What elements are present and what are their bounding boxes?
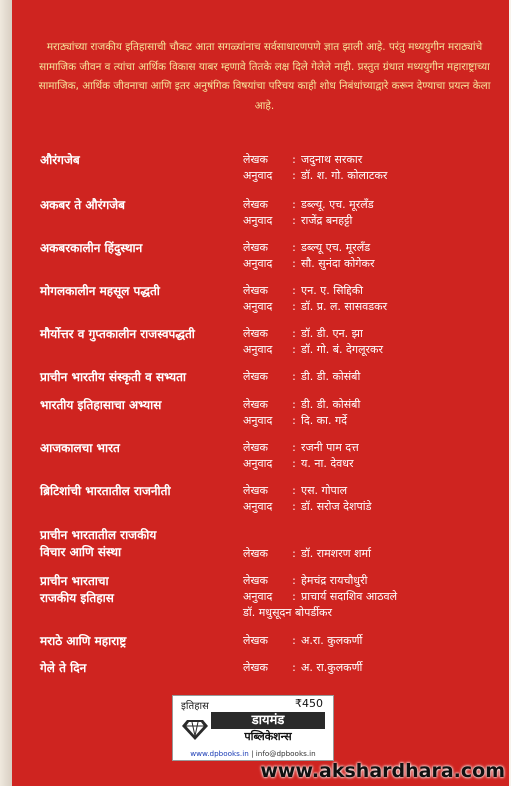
credit-line: अनुवाद : प्राचार्य सदाशिव आठवले (243, 590, 398, 603)
credit-name: हेमचंद्र रायचौधुरी (301, 574, 368, 587)
book-title: आजकालचा भारत (40, 441, 120, 455)
publisher-logo (181, 714, 325, 744)
credit-name: एस. गोपाल (301, 484, 348, 497)
book-title: गेले ते दिन (40, 661, 87, 675)
credit-name: सौ. सुनंदा कोगेकर (301, 257, 375, 270)
credit-name: दि. का. गर्दे (301, 414, 348, 427)
book-title-line: प्राचीन भारताचा (40, 574, 109, 588)
book-title: मराठे आणि महाराष्ट्र (40, 634, 127, 648)
email-text: info@dpbooks.in (255, 749, 316, 758)
book-title: औरंगजेब (40, 153, 80, 167)
credit-line: अनुवाद : सौ. सुनंदा कोगेकर (243, 257, 375, 270)
credit-line: अनुवाद : डॉ. गो. बं. देगलूरकर (243, 343, 383, 356)
credit-line: लेखक : डॉ. डी. एन. झा (243, 327, 363, 340)
credit-line: लेखक : डी. डी. कोसंबी (243, 370, 361, 383)
credit-name: डी. डी. कोसंबी (301, 370, 361, 383)
credit-name: य. ना. देवधर (301, 457, 354, 470)
book-title: प्राचीन भारतीय संस्कृती व सभ्यता (40, 370, 187, 384)
credit-line: लेखक : अ. रा.कुलकर्णी (243, 661, 363, 674)
credit-name: डॉ. गो. बं. देगलूरकर (301, 343, 383, 356)
credit-line: लेखक : अ.रा. कुलकर्णी (243, 634, 363, 647)
book-title: ब्रिटिशांची भारतातील राजनीती (40, 484, 171, 498)
credit-name: प्राचार्य सदाशिव आठवले (301, 590, 398, 603)
book-title-line: प्राचीन भारतातील राजकीय (40, 528, 157, 542)
credit-name: डी. डी. कोसंबी (301, 398, 361, 411)
book-title: अकबर ते औरंगजेब (40, 198, 126, 212)
credit-name: डॉ. श. गो. कोलाटकर (301, 169, 388, 182)
credit-line: अनुवाद : डॉ. श. गो. कोलाटकर (243, 169, 388, 182)
publisher-box (172, 695, 334, 761)
book-title: मौर्योत्तर व गुप्तकालीन राजस्वपद्धती (40, 327, 195, 341)
credit-name: एन. ए. सिद्दिकी (301, 284, 364, 297)
credit-name: डॉ. सरोज देशपांडे (301, 500, 372, 513)
credit-line: अनुवाद : दि. का. गर्दे (243, 414, 348, 427)
intro-paragraph: मराठ्यांच्या राजकीय इतिहासाची चौकट आता सगळ्यांनाच सर्वसाधारणपणे ज्ञात झाली आहे. परंतु मध्ययुगीन मराठ्यांचे सामाजिक जीवन व त्यांचा आर्थिक विकास याबर म्हणावे तितके लक्ष दिले गेलेले नाही. प्रस्तुत ग्रंथात मध्ययुगीन महाराष्ट्राच्या सामाजिक, आर्थिक जीवनाचा आणि इतर अनुषंगिक विषयांचा परिचय काही शोध निबंधांच्याद्वारे करून देण्याचा प्रयत्न केला आहे. (38, 41, 491, 112)
website-link[interactable]: www.dpbooks.in (190, 749, 249, 758)
credit-line: अनुवाद : डॉ. सरोज देशपांडे (243, 500, 372, 513)
credit-name: राजेंद्र बनहट्टी (301, 214, 353, 227)
credit-name: डब्ल्यू एच. मूरलँड (301, 241, 371, 254)
page-edge (0, 0, 12, 786)
credit-name: डॉ. डी. एन. झा (301, 327, 363, 340)
contact-separator: | (251, 749, 254, 758)
credit-name: डॉ. रामशरण शर्मा (301, 547, 371, 560)
credit-name: अ. रा.कुलकर्णी (301, 661, 363, 674)
contact-line (173, 749, 333, 758)
price-label: ₹450 (295, 697, 323, 710)
genre-label: इतिहास (181, 701, 209, 712)
book-title: भारतीय इतिहासाचा अभ्यास (40, 398, 162, 412)
publisher-name: डायमंड (211, 712, 325, 729)
credit-line: अनुवाद : य. ना. देवधर (243, 457, 354, 470)
credit-name: डब्ल्यू. एच. मूरलँड (301, 198, 374, 211)
credit-line: अनुवाद : डॉ. प्र. ल. सासवडकर (243, 300, 388, 313)
credit-line: लेखक : हेमचंद्र रायचौधुरी (243, 574, 368, 587)
credit-line: लेखक : डॉ. रामशरण शर्मा (243, 547, 371, 560)
credit-line: लेखक : रजनी पाम दत्त (243, 441, 359, 454)
book-title-line: विचार आणि संस्था (40, 545, 122, 559)
credit-line (243, 605, 332, 621)
credit-line: लेखक : एन. ए. सिद्दिकी (243, 284, 364, 297)
credit-line: लेखक : डब्ल्यू. एच. मूरलँड (243, 198, 374, 211)
credit-name: अ.रा. कुलकर्णी (301, 634, 363, 647)
credit-line: लेखक : डब्ल्यू एच. मूरलँड (243, 241, 371, 254)
credit-name: डॉ. मधुसूदन बोपर्डीकर (243, 606, 333, 619)
back-cover (12, 0, 509, 786)
credit-line: अनुवाद : राजेंद्र बनहट्टी (243, 214, 353, 227)
credit-name: जदुनाथ सरकार (301, 153, 363, 166)
book-title: अकबरकालीन हिंदुस्थान (40, 241, 143, 255)
credit-line: लेखक : एस. गोपाल (243, 484, 348, 497)
credit-line: लेखक : जदुनाथ सरकार (243, 153, 363, 166)
credit-line: लेखक : डी. डी. कोसंबी (243, 398, 361, 411)
credit-name: डॉ. प्र. ल. सासवडकर (301, 300, 388, 313)
watermark-text: www.akshardhara.com (260, 760, 505, 782)
book-title-line: राजकीय इतिहास (40, 591, 114, 605)
diamond-logo-icon (181, 714, 209, 742)
publisher-subtitle: पब्लिकेशन्स (244, 730, 292, 743)
credit-name: रजनी पाम दत्त (301, 441, 359, 454)
book-title: मोगलकालीन महसूल पद्धती (40, 284, 160, 298)
